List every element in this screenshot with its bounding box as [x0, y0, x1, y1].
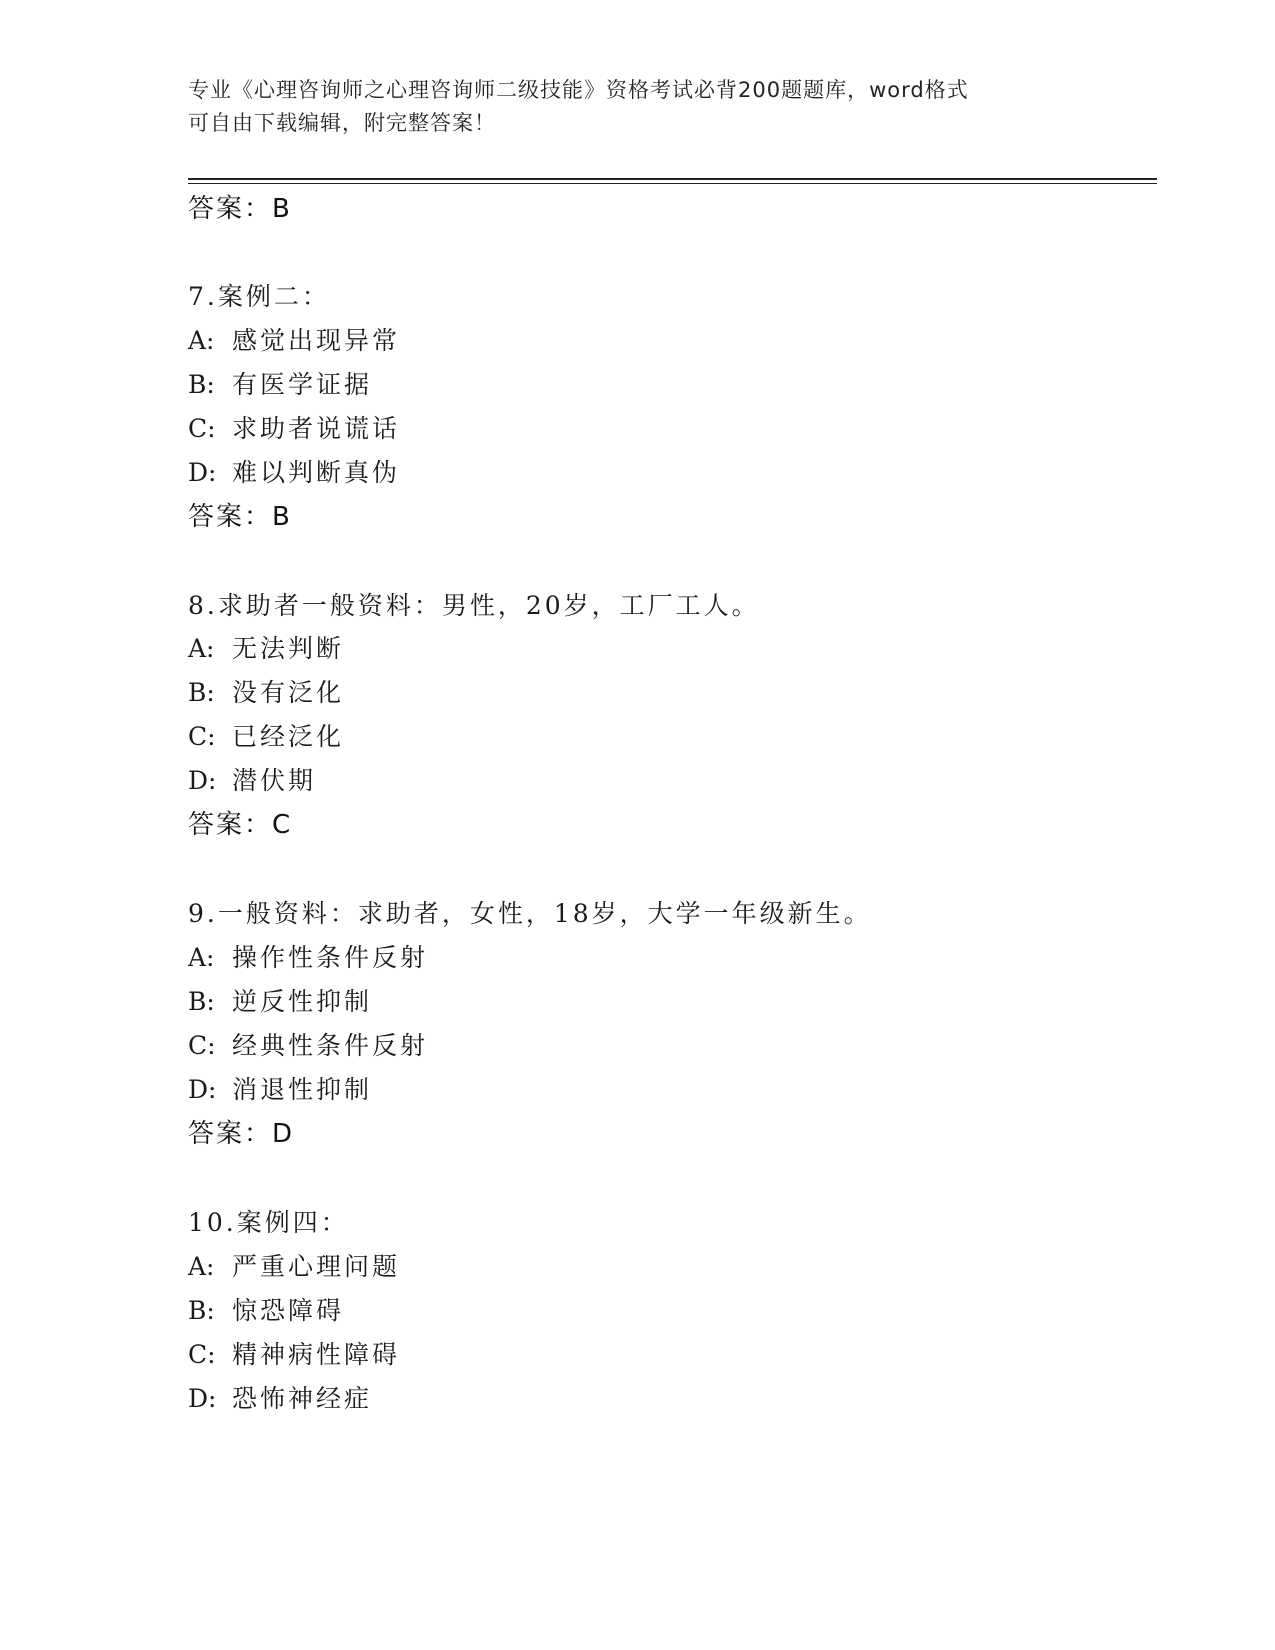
- option-letter: C:: [188, 414, 216, 443]
- option-a: [188, 941, 428, 975]
- option-text: 消退性抑制: [232, 1075, 373, 1104]
- option-letter: C:: [188, 1031, 216, 1060]
- option-letter: A:: [188, 326, 215, 355]
- question-stem: 7.案例二：: [188, 282, 330, 311]
- option-c: [188, 412, 400, 446]
- option-text: 已经泛化: [232, 722, 345, 751]
- option-c: [188, 1029, 428, 1063]
- question-stem: 10.案例四：: [188, 1208, 349, 1237]
- option-letter: C:: [188, 722, 216, 751]
- option-d: [188, 764, 316, 798]
- option-letter: D:: [188, 458, 217, 487]
- option-letter: A:: [188, 634, 215, 663]
- option-text: 有医学证据: [232, 370, 373, 399]
- option-letter: A:: [188, 943, 215, 972]
- option-d: [188, 456, 400, 490]
- option-letter: B:: [188, 1296, 215, 1325]
- option-c: [188, 1338, 400, 1372]
- option-b: [188, 1294, 344, 1328]
- option-text: 无法判断: [232, 634, 345, 663]
- option-b: [188, 368, 372, 402]
- option-letter: B:: [188, 370, 215, 399]
- question-stem: 8.求助者一般资料：男性，20岁，工厂工人。: [188, 591, 760, 620]
- header-divider-thin: [188, 183, 1157, 184]
- question-stem: 9.一般资料：求助者，女性，18岁，大学一年级新生。: [188, 899, 872, 928]
- option-text: 惊恐障碍: [232, 1296, 345, 1325]
- option-a: [188, 632, 344, 666]
- answer-line: 答案：D: [188, 1119, 295, 1149]
- option-letter: B:: [188, 987, 215, 1016]
- option-text: 恐怖神经症: [232, 1384, 373, 1413]
- option-text: 潜伏期: [232, 766, 317, 795]
- option-letter: A:: [188, 1252, 215, 1281]
- option-letter: D:: [188, 1384, 217, 1413]
- option-b: [188, 985, 372, 1019]
- option-text: 操作性条件反射: [232, 943, 429, 972]
- answer-line: 答案：C: [188, 810, 293, 840]
- option-d: [188, 1382, 372, 1416]
- option-c: [188, 720, 344, 754]
- option-a: [188, 324, 400, 358]
- option-letter: C:: [188, 1340, 216, 1369]
- option-text: 难以判断真伪: [232, 458, 401, 487]
- option-d: [188, 1073, 372, 1107]
- option-text: 精神病性障碍: [232, 1340, 401, 1369]
- header-divider-thick: [188, 178, 1157, 180]
- option-text: 严重心理问题: [232, 1252, 401, 1281]
- option-letter: D:: [188, 766, 217, 795]
- option-b: [188, 676, 344, 710]
- header-line-2: 可自由下载编辑，附完整答案！: [188, 111, 496, 135]
- option-text: 经典性条件反射: [232, 1031, 429, 1060]
- option-text: 没有泛化: [232, 678, 345, 707]
- answer-line: 答案：B: [188, 194, 292, 224]
- option-text: 感觉出现异常: [232, 326, 401, 355]
- header-line-1: 专业《心理咨询师之心理咨询师二级技能》资格考试必背200题题库，word格式: [188, 78, 969, 102]
- option-text: 求助者说谎话: [232, 414, 401, 443]
- document-header: [188, 74, 1088, 140]
- option-text: 逆反性抑制: [232, 987, 373, 1016]
- option-letter: D:: [188, 1075, 217, 1104]
- option-letter: B:: [188, 678, 215, 707]
- option-a: [188, 1250, 400, 1284]
- answer-line: 答案：B: [188, 502, 292, 532]
